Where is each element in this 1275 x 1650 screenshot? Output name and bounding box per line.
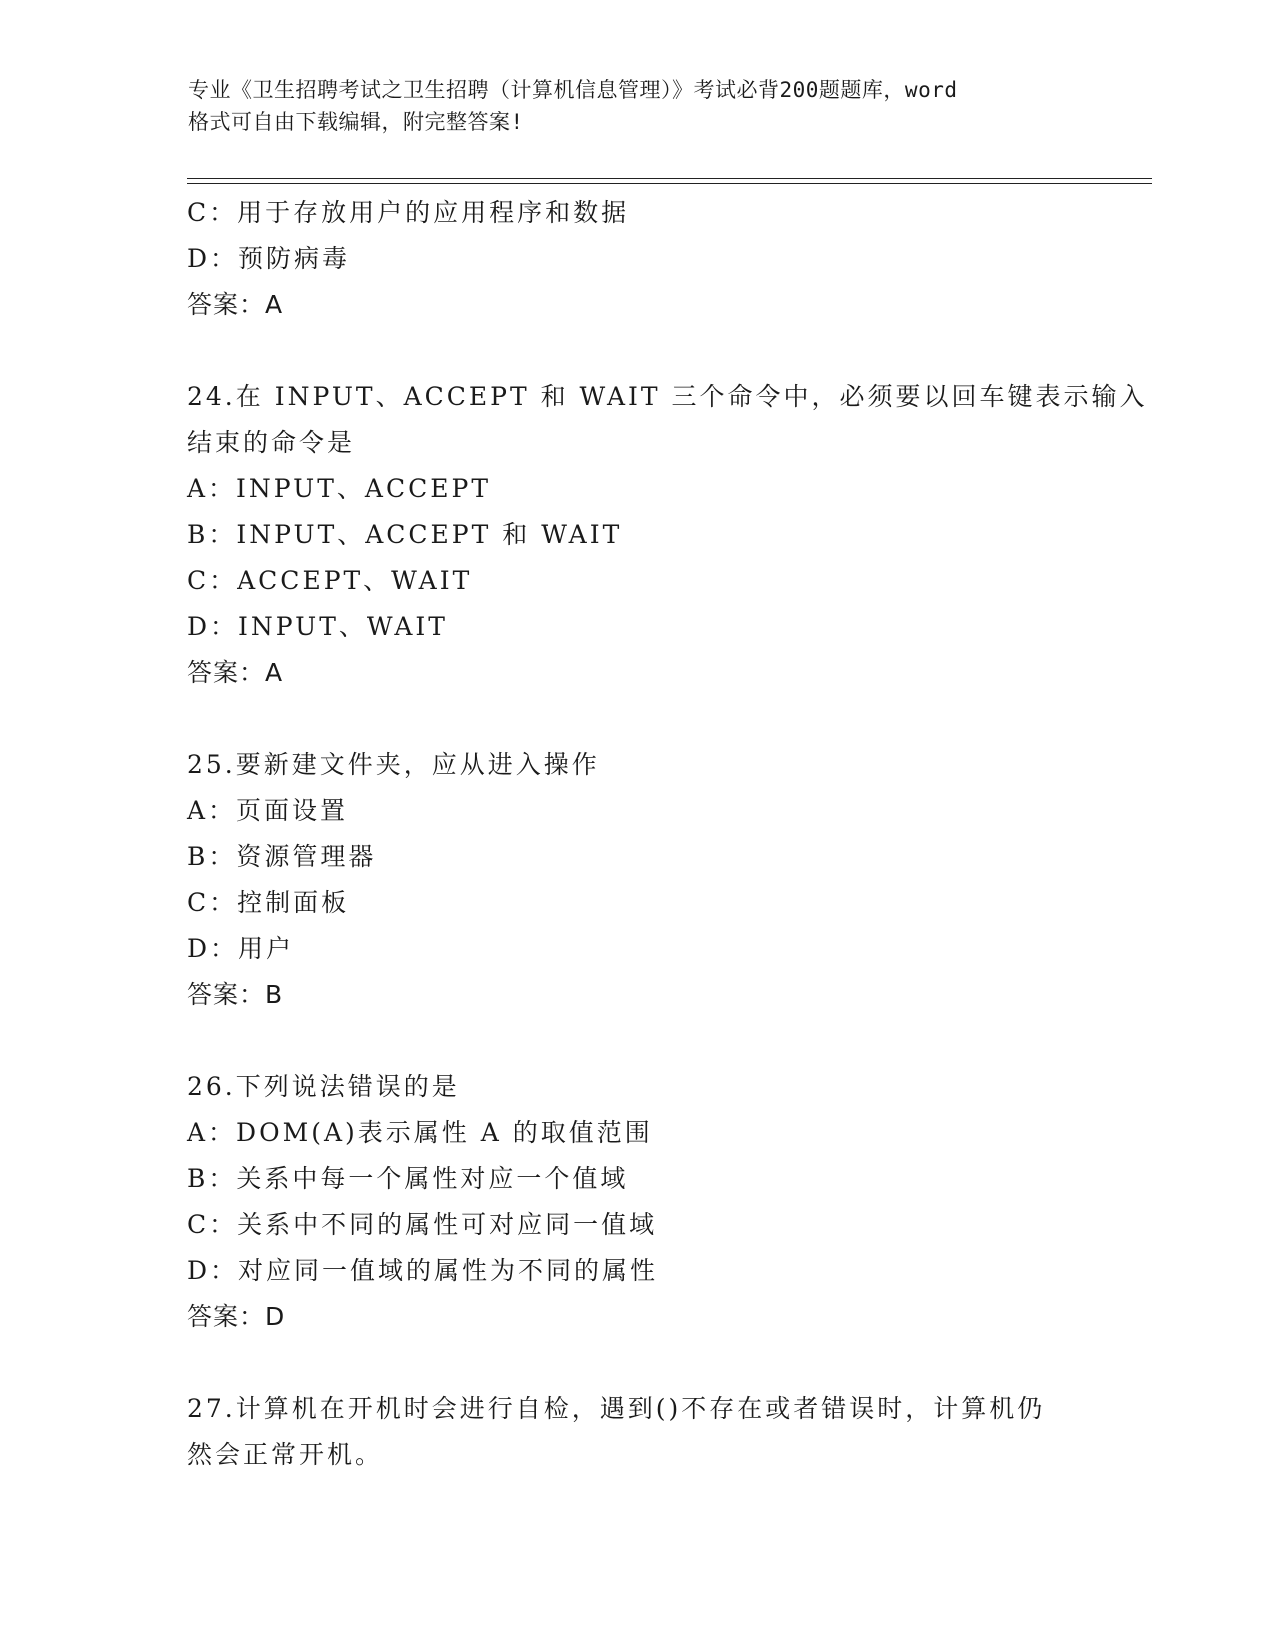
header-divider-bottom [187,183,1152,184]
option-d: D：用户 [187,934,295,963]
option-b: B：INPUT、ACCEPT 和 WAIT [187,520,623,549]
answer-line: 答案：B [187,980,284,1009]
answer-line: 答案：A [187,658,284,687]
spacer [187,328,1107,374]
question-list [187,190,1148,1478]
question-24 [187,374,1148,696]
question-stem: 24.在 INPUT、ACCEPT 和 WAIT 三个命令中，必须要以回车键表示输入 [187,382,1148,411]
document-header [188,74,1108,138]
header-title-line-1: 专业《卫生招聘考试之卫生招聘（计算机信息管理）》考试必背200题题库，word [188,78,958,102]
answer-line: 答案：A [187,290,284,319]
question-stem-continued: 结束的命令是 [187,428,356,457]
option-d: D：预防病毒 [187,244,351,273]
header-title-line-2: 格式可自由下载编辑，附完整答案! [188,110,524,134]
question-25 [187,742,1107,1018]
question-stem: 27.计算机在开机时会进行自检，遇到()不存在或者错误时，计算机仍 [187,1394,1046,1423]
option-c: C：ACCEPT、WAIT [187,566,473,595]
option-d: D：对应同一值域的属性为不同的属性 [187,1256,659,1285]
question-26 [187,1064,1107,1340]
spacer [187,1340,1107,1386]
answer-line: 答案：D [187,1302,286,1331]
spacer [187,696,1107,742]
option-a: A：页面设置 [187,796,349,825]
question-23-tail [187,190,1107,328]
option-d: D：INPUT、WAIT [187,612,448,641]
question-stem: 25.要新建文件夹，应从进入操作 [187,750,600,779]
question-stem: 26.下列说法错误的是 [187,1072,460,1101]
option-a: A：DOM(A)表示属性 A 的取值范围 [187,1118,653,1147]
option-b: B：资源管理器 [187,842,377,871]
question-27 [187,1386,1107,1478]
option-c: C：控制面板 [187,888,350,917]
header-divider-top [187,178,1152,179]
spacer [187,1018,1107,1064]
question-stem-continued: 然会正常开机。 [187,1440,384,1469]
option-c: C：关系中不同的属性可对应同一值域 [187,1210,658,1239]
option-a: A：INPUT、ACCEPT [187,474,491,503]
option-b: B：关系中每一个属性对应一个值域 [187,1164,629,1193]
option-c: C：用于存放用户的应用程序和数据 [187,198,630,227]
